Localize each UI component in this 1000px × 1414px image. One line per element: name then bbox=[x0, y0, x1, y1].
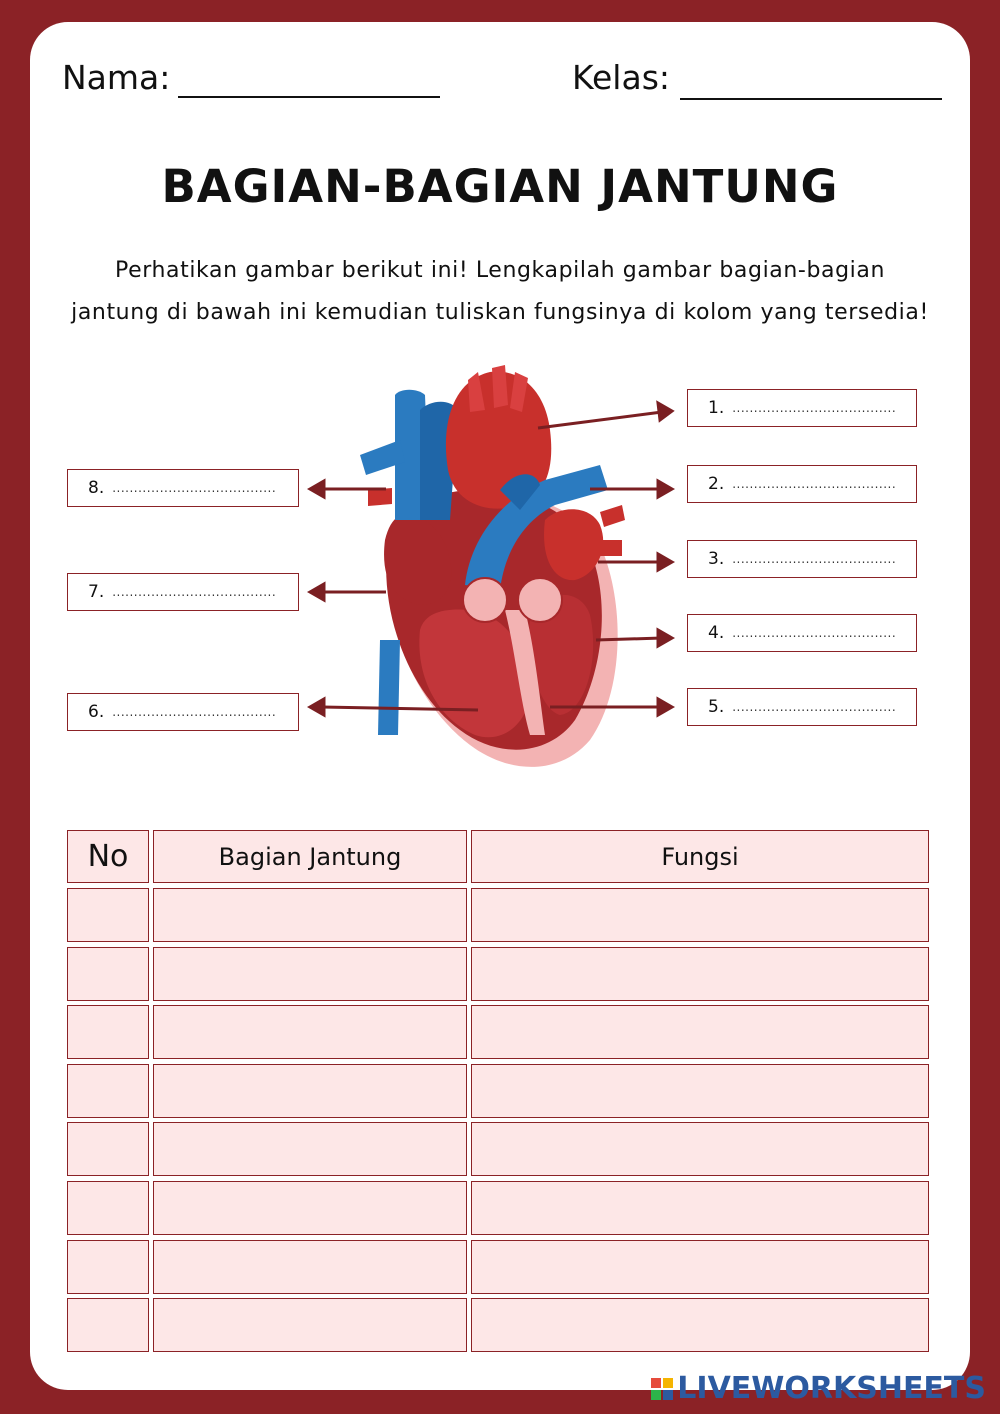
row-function-cell[interactable] bbox=[471, 947, 929, 1001]
label-box-3[interactable]: 3. ...................................... bbox=[687, 540, 917, 578]
row-no-cell[interactable] bbox=[67, 947, 149, 1001]
instruction-line-1: Perhatikan gambar berikut ini! Lengkapilah gambar bagian-bagian bbox=[115, 258, 885, 283]
name-label: Nama: bbox=[62, 58, 171, 97]
row-no-cell[interactable] bbox=[67, 1298, 149, 1352]
row-function-cell[interactable] bbox=[471, 1005, 929, 1059]
row-no-cell[interactable] bbox=[67, 1122, 149, 1176]
row-part-cell[interactable] bbox=[153, 1064, 467, 1118]
instruction-line-2: jantung di bawah ini kemudian tuliskan fungsinya di kolom yang tersedia! bbox=[71, 300, 929, 325]
table-header-no: No bbox=[67, 830, 149, 883]
label-box-5[interactable]: 5. ...................................... bbox=[687, 688, 917, 726]
row-no-cell[interactable] bbox=[67, 1005, 149, 1059]
row-part-cell[interactable] bbox=[153, 1240, 467, 1294]
class-label: Kelas: bbox=[572, 58, 671, 97]
row-function-cell[interactable] bbox=[471, 1064, 929, 1118]
row-part-cell[interactable] bbox=[153, 888, 467, 942]
liveworksheets-logo: LIVEWORKSHEETS bbox=[651, 1371, 986, 1406]
row-no-cell[interactable] bbox=[67, 888, 149, 942]
row-no-cell[interactable] bbox=[67, 1181, 149, 1235]
label-box-8[interactable]: 8. ...................................... bbox=[67, 469, 299, 507]
row-part-cell[interactable] bbox=[153, 1122, 467, 1176]
row-function-cell[interactable] bbox=[471, 1122, 929, 1176]
table-header-part: Bagian Jantung bbox=[153, 830, 467, 883]
row-part-cell[interactable] bbox=[153, 947, 467, 1001]
row-function-cell[interactable] bbox=[471, 888, 929, 942]
label-box-2[interactable]: 2. ...................................... bbox=[687, 465, 917, 503]
row-no-cell[interactable] bbox=[67, 1064, 149, 1118]
row-part-cell[interactable] bbox=[153, 1181, 467, 1235]
label-box-6[interactable]: 6. ...................................... bbox=[67, 693, 299, 731]
row-part-cell[interactable] bbox=[153, 1005, 467, 1059]
label-box-4[interactable]: 4. ...................................... bbox=[687, 614, 917, 652]
table-header-function: Fungsi bbox=[471, 830, 929, 883]
label-box-1[interactable]: 1. ...................................... bbox=[687, 389, 917, 427]
label-box-7[interactable]: 7. ...................................... bbox=[67, 573, 299, 611]
row-function-cell[interactable] bbox=[471, 1240, 929, 1294]
row-function-cell[interactable] bbox=[471, 1298, 929, 1352]
liveworksheets-logo-icon bbox=[651, 1378, 673, 1400]
row-function-cell[interactable] bbox=[471, 1181, 929, 1235]
row-part-cell[interactable] bbox=[153, 1298, 467, 1352]
page-title: BAGIAN-BAGIAN JANTUNG bbox=[161, 160, 839, 213]
row-no-cell[interactable] bbox=[67, 1240, 149, 1294]
